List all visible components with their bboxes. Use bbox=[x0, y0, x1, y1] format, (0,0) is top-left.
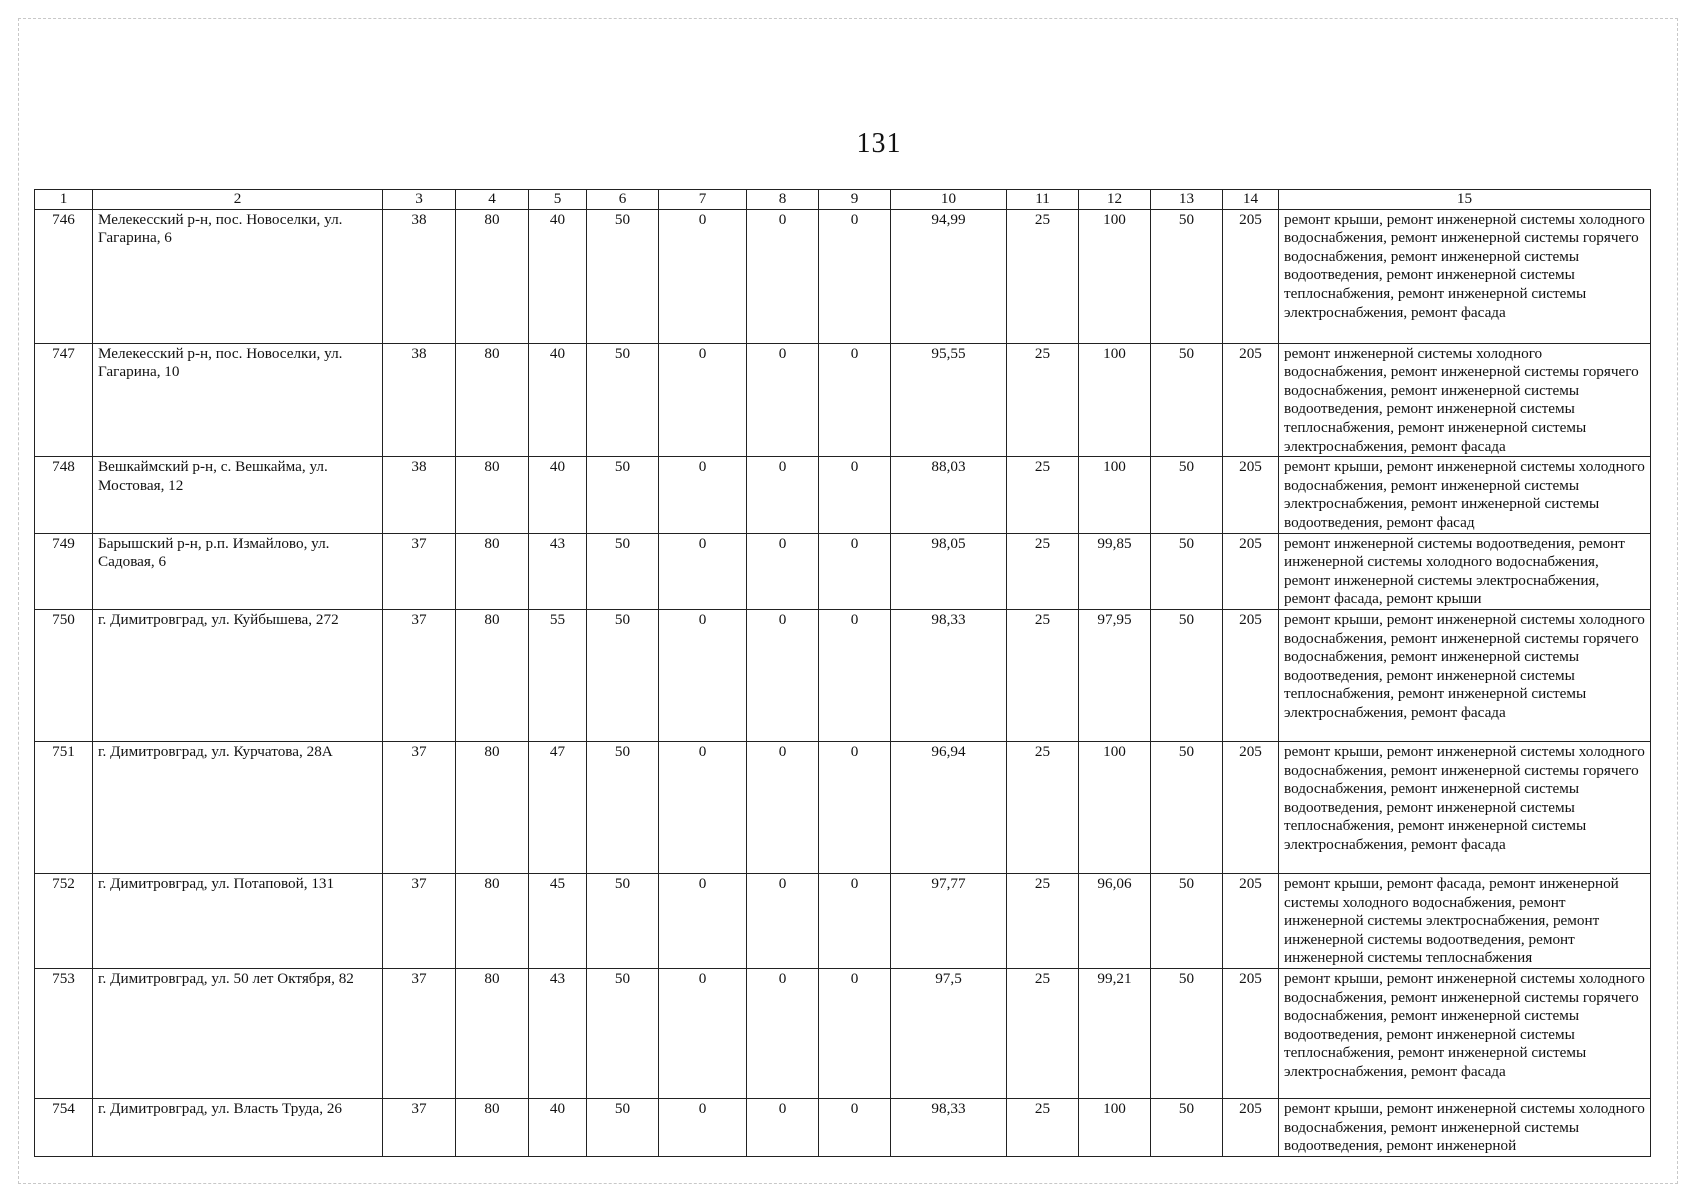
value-cell: 37 bbox=[383, 968, 456, 1098]
work-list-cell: ремонт инженерной системы холодного водоснабжения, ремонт инженерной системы горячего водоснабжения, ремонт инженерной системы водоотведения, ремонт инженерной системы теплоснабжения, ремонт инженерной системы электроснабжения, ремонт фасада bbox=[1279, 343, 1651, 457]
value-cell: 100 bbox=[1079, 1098, 1151, 1156]
column-header: 1 bbox=[35, 190, 93, 210]
column-header: 11 bbox=[1007, 190, 1079, 210]
value-cell: 0 bbox=[659, 741, 747, 873]
value-cell: 50 bbox=[1151, 343, 1223, 457]
column-header: 14 bbox=[1223, 190, 1279, 210]
page-number: 131 bbox=[856, 128, 902, 159]
value-cell: 50 bbox=[587, 873, 659, 968]
value-cell: 0 bbox=[659, 209, 747, 343]
value-cell: 0 bbox=[747, 343, 819, 457]
value-cell: 50 bbox=[1151, 873, 1223, 968]
value-cell: 50 bbox=[1151, 457, 1223, 533]
value-cell: 40 bbox=[529, 343, 587, 457]
row-number: 748 bbox=[35, 457, 93, 533]
value-cell: 205 bbox=[1223, 609, 1279, 741]
work-list-cell: ремонт крыши, ремонт инженерной системы холодного водоснабжения, ремонт инженерной системы горячего водоснабжения, ремонт инженерной системы водоотведения, ремонт инженерной системы теплоснабжения, ремонт инженерной системы электроснабжения, ремонт фасада bbox=[1279, 741, 1651, 873]
address-cell: Вешкаймский р-н, с. Вешкайма, ул. Мостовая, 12 bbox=[93, 457, 383, 533]
value-cell: 50 bbox=[587, 343, 659, 457]
value-cell: 50 bbox=[587, 457, 659, 533]
value-cell: 80 bbox=[456, 533, 529, 609]
column-header: 12 bbox=[1079, 190, 1151, 210]
value-cell: 0 bbox=[659, 609, 747, 741]
value-cell: 0 bbox=[819, 741, 891, 873]
work-list-cell: ремонт крыши, ремонт инженерной системы холодного водоснабжения, ремонт инженерной системы горячего водоснабжения, ремонт инженерной системы водоотведения, ремонт инженерной системы теплоснабжения, ремонт инженерной системы электроснабжения, ремонт фасада bbox=[1279, 209, 1651, 343]
value-cell: 37 bbox=[383, 741, 456, 873]
row-number: 750 bbox=[35, 609, 93, 741]
value-cell: 0 bbox=[819, 343, 891, 457]
repair-program-table bbox=[34, 189, 1651, 1157]
value-cell: 47 bbox=[529, 741, 587, 873]
row-number: 751 bbox=[35, 741, 93, 873]
address-cell: Мелекесский р-н, пос. Новоселки, ул. Гагарина, 10 bbox=[93, 343, 383, 457]
row-number: 749 bbox=[35, 533, 93, 609]
value-cell: 0 bbox=[819, 968, 891, 1098]
work-list-cell: ремонт крыши, ремонт инженерной системы холодного водоснабжения, ремонт инженерной системы электроснабжения, ремонт инженерной системы водоотведения, ремонт фасад bbox=[1279, 457, 1651, 533]
value-cell: 25 bbox=[1007, 609, 1079, 741]
value-cell: 97,5 bbox=[891, 968, 1007, 1098]
value-cell: 205 bbox=[1223, 1098, 1279, 1156]
value-cell: 94,99 bbox=[891, 209, 1007, 343]
value-cell: 38 bbox=[383, 209, 456, 343]
value-cell: 37 bbox=[383, 1098, 456, 1156]
value-cell: 80 bbox=[456, 741, 529, 873]
work-list-cell: ремонт крыши, ремонт инженерной системы холодного водоснабжения, ремонт инженерной системы горячего водоснабжения, ремонт инженерной системы водоотведения, ремонт инженерной системы теплоснабжения, ремонт инженерной системы электроснабжения, ремонт фасада bbox=[1279, 609, 1651, 741]
value-cell: 45 bbox=[529, 873, 587, 968]
value-cell: 100 bbox=[1079, 343, 1151, 457]
column-header: 5 bbox=[529, 190, 587, 210]
value-cell: 38 bbox=[383, 343, 456, 457]
value-cell: 80 bbox=[456, 609, 529, 741]
value-cell: 205 bbox=[1223, 968, 1279, 1098]
value-cell: 96,06 bbox=[1079, 873, 1151, 968]
value-cell: 25 bbox=[1007, 209, 1079, 343]
value-cell: 25 bbox=[1007, 873, 1079, 968]
value-cell: 0 bbox=[819, 209, 891, 343]
value-cell: 98,05 bbox=[891, 533, 1007, 609]
value-cell: 80 bbox=[456, 457, 529, 533]
value-cell: 55 bbox=[529, 609, 587, 741]
value-cell: 0 bbox=[659, 533, 747, 609]
value-cell: 50 bbox=[1151, 1098, 1223, 1156]
value-cell: 0 bbox=[659, 1098, 747, 1156]
value-cell: 50 bbox=[1151, 609, 1223, 741]
value-cell: 80 bbox=[456, 968, 529, 1098]
value-cell: 98,33 bbox=[891, 609, 1007, 741]
value-cell: 0 bbox=[659, 968, 747, 1098]
value-cell: 25 bbox=[1007, 343, 1079, 457]
address-cell: г. Димитровград, ул. Куйбышева, 272 bbox=[93, 609, 383, 741]
value-cell: 40 bbox=[529, 1098, 587, 1156]
value-cell: 25 bbox=[1007, 741, 1079, 873]
row-number: 746 bbox=[35, 209, 93, 343]
value-cell: 0 bbox=[819, 873, 891, 968]
value-cell: 0 bbox=[747, 609, 819, 741]
value-cell: 205 bbox=[1223, 873, 1279, 968]
value-cell: 98,33 bbox=[891, 1098, 1007, 1156]
column-header: 13 bbox=[1151, 190, 1223, 210]
value-cell: 80 bbox=[456, 343, 529, 457]
row-number: 754 bbox=[35, 1098, 93, 1156]
work-list-cell: ремонт инженерной системы водоотведения, ремонт инженерной системы холодного водоснабжения, ремонт инженерной системы электроснабжения, ремонт фасада, ремонт крыши bbox=[1279, 533, 1651, 609]
table-row bbox=[35, 533, 1651, 609]
row-number: 747 bbox=[35, 343, 93, 457]
value-cell: 100 bbox=[1079, 741, 1151, 873]
value-cell: 205 bbox=[1223, 209, 1279, 343]
value-cell: 0 bbox=[819, 609, 891, 741]
value-cell: 88,03 bbox=[891, 457, 1007, 533]
value-cell: 80 bbox=[456, 873, 529, 968]
value-cell: 97,95 bbox=[1079, 609, 1151, 741]
value-cell: 50 bbox=[587, 209, 659, 343]
value-cell: 25 bbox=[1007, 533, 1079, 609]
value-cell: 0 bbox=[747, 968, 819, 1098]
value-cell: 40 bbox=[529, 209, 587, 343]
address-cell: г. Димитровград, ул. Потаповой, 131 bbox=[93, 873, 383, 968]
value-cell: 0 bbox=[819, 457, 891, 533]
column-number-row bbox=[35, 190, 1651, 210]
value-cell: 99,85 bbox=[1079, 533, 1151, 609]
value-cell: 50 bbox=[1151, 968, 1223, 1098]
value-cell: 25 bbox=[1007, 1098, 1079, 1156]
table-row bbox=[35, 457, 1651, 533]
value-cell: 0 bbox=[747, 457, 819, 533]
column-header: 10 bbox=[891, 190, 1007, 210]
table-row bbox=[35, 209, 1651, 343]
value-cell: 50 bbox=[1151, 209, 1223, 343]
table-row bbox=[35, 609, 1651, 741]
column-header: 6 bbox=[587, 190, 659, 210]
row-number: 753 bbox=[35, 968, 93, 1098]
value-cell: 50 bbox=[1151, 741, 1223, 873]
value-cell: 205 bbox=[1223, 741, 1279, 873]
work-list-cell: ремонт крыши, ремонт инженерной системы холодного водоснабжения, ремонт инженерной системы водоотведения, ремонт инженерной bbox=[1279, 1098, 1651, 1156]
value-cell: 205 bbox=[1223, 457, 1279, 533]
table-row bbox=[35, 343, 1651, 457]
value-cell: 50 bbox=[587, 533, 659, 609]
address-cell: г. Димитровград, ул. Курчатова, 28А bbox=[93, 741, 383, 873]
value-cell: 0 bbox=[747, 741, 819, 873]
value-cell: 96,94 bbox=[891, 741, 1007, 873]
column-header: 4 bbox=[456, 190, 529, 210]
value-cell: 40 bbox=[529, 457, 587, 533]
value-cell: 50 bbox=[587, 609, 659, 741]
table-row bbox=[35, 741, 1651, 873]
column-header: 3 bbox=[383, 190, 456, 210]
column-header: 15 bbox=[1279, 190, 1651, 210]
value-cell: 50 bbox=[587, 968, 659, 1098]
value-cell: 0 bbox=[747, 1098, 819, 1156]
value-cell: 205 bbox=[1223, 533, 1279, 609]
value-cell: 50 bbox=[587, 741, 659, 873]
value-cell: 0 bbox=[747, 873, 819, 968]
value-cell: 100 bbox=[1079, 209, 1151, 343]
address-cell: Барышский р-н, р.п. Измайлово, ул. Садовая, 6 bbox=[93, 533, 383, 609]
value-cell: 0 bbox=[819, 533, 891, 609]
work-list-cell: ремонт крыши, ремонт инженерной системы холодного водоснабжения, ремонт инженерной системы горячего водоснабжения, ремонт инженерной системы водоотведения, ремонт инженерной системы теплоснабжения, ремонт инженерной системы электроснабжения, ремонт фасада bbox=[1279, 968, 1651, 1098]
value-cell: 37 bbox=[383, 533, 456, 609]
value-cell: 25 bbox=[1007, 968, 1079, 1098]
value-cell: 100 bbox=[1079, 457, 1151, 533]
value-cell: 0 bbox=[659, 873, 747, 968]
value-cell: 0 bbox=[747, 533, 819, 609]
column-header: 2 bbox=[93, 190, 383, 210]
value-cell: 50 bbox=[587, 1098, 659, 1156]
value-cell: 0 bbox=[659, 457, 747, 533]
table-row bbox=[35, 873, 1651, 968]
value-cell: 37 bbox=[383, 873, 456, 968]
value-cell: 80 bbox=[456, 1098, 529, 1156]
value-cell: 43 bbox=[529, 533, 587, 609]
value-cell: 37 bbox=[383, 609, 456, 741]
address-cell: Мелекесский р-н, пос. Новоселки, ул. Гагарина, 6 bbox=[93, 209, 383, 343]
column-header: 9 bbox=[819, 190, 891, 210]
table-row bbox=[35, 1098, 1651, 1156]
value-cell: 99,21 bbox=[1079, 968, 1151, 1098]
value-cell: 0 bbox=[747, 209, 819, 343]
work-list-cell: ремонт крыши, ремонт фасада, ремонт инженерной системы холодного водоснабжения, ремонт инженерной системы электроснабжения, ремонт инженерной системы водоотведения, ремонт инженерной системы теплоснабжения bbox=[1279, 873, 1651, 968]
table-row bbox=[35, 968, 1651, 1098]
value-cell: 205 bbox=[1223, 343, 1279, 457]
value-cell: 25 bbox=[1007, 457, 1079, 533]
value-cell: 97,77 bbox=[891, 873, 1007, 968]
address-cell: г. Димитровград, ул. 50 лет Октября, 82 bbox=[93, 968, 383, 1098]
value-cell: 38 bbox=[383, 457, 456, 533]
address-cell: г. Димитровград, ул. Власть Труда, 26 bbox=[93, 1098, 383, 1156]
value-cell: 50 bbox=[1151, 533, 1223, 609]
value-cell: 43 bbox=[529, 968, 587, 1098]
value-cell: 0 bbox=[819, 1098, 891, 1156]
value-cell: 80 bbox=[456, 209, 529, 343]
column-header: 7 bbox=[659, 190, 747, 210]
value-cell: 0 bbox=[659, 343, 747, 457]
value-cell: 95,55 bbox=[891, 343, 1007, 457]
row-number: 752 bbox=[35, 873, 93, 968]
column-header: 8 bbox=[747, 190, 819, 210]
